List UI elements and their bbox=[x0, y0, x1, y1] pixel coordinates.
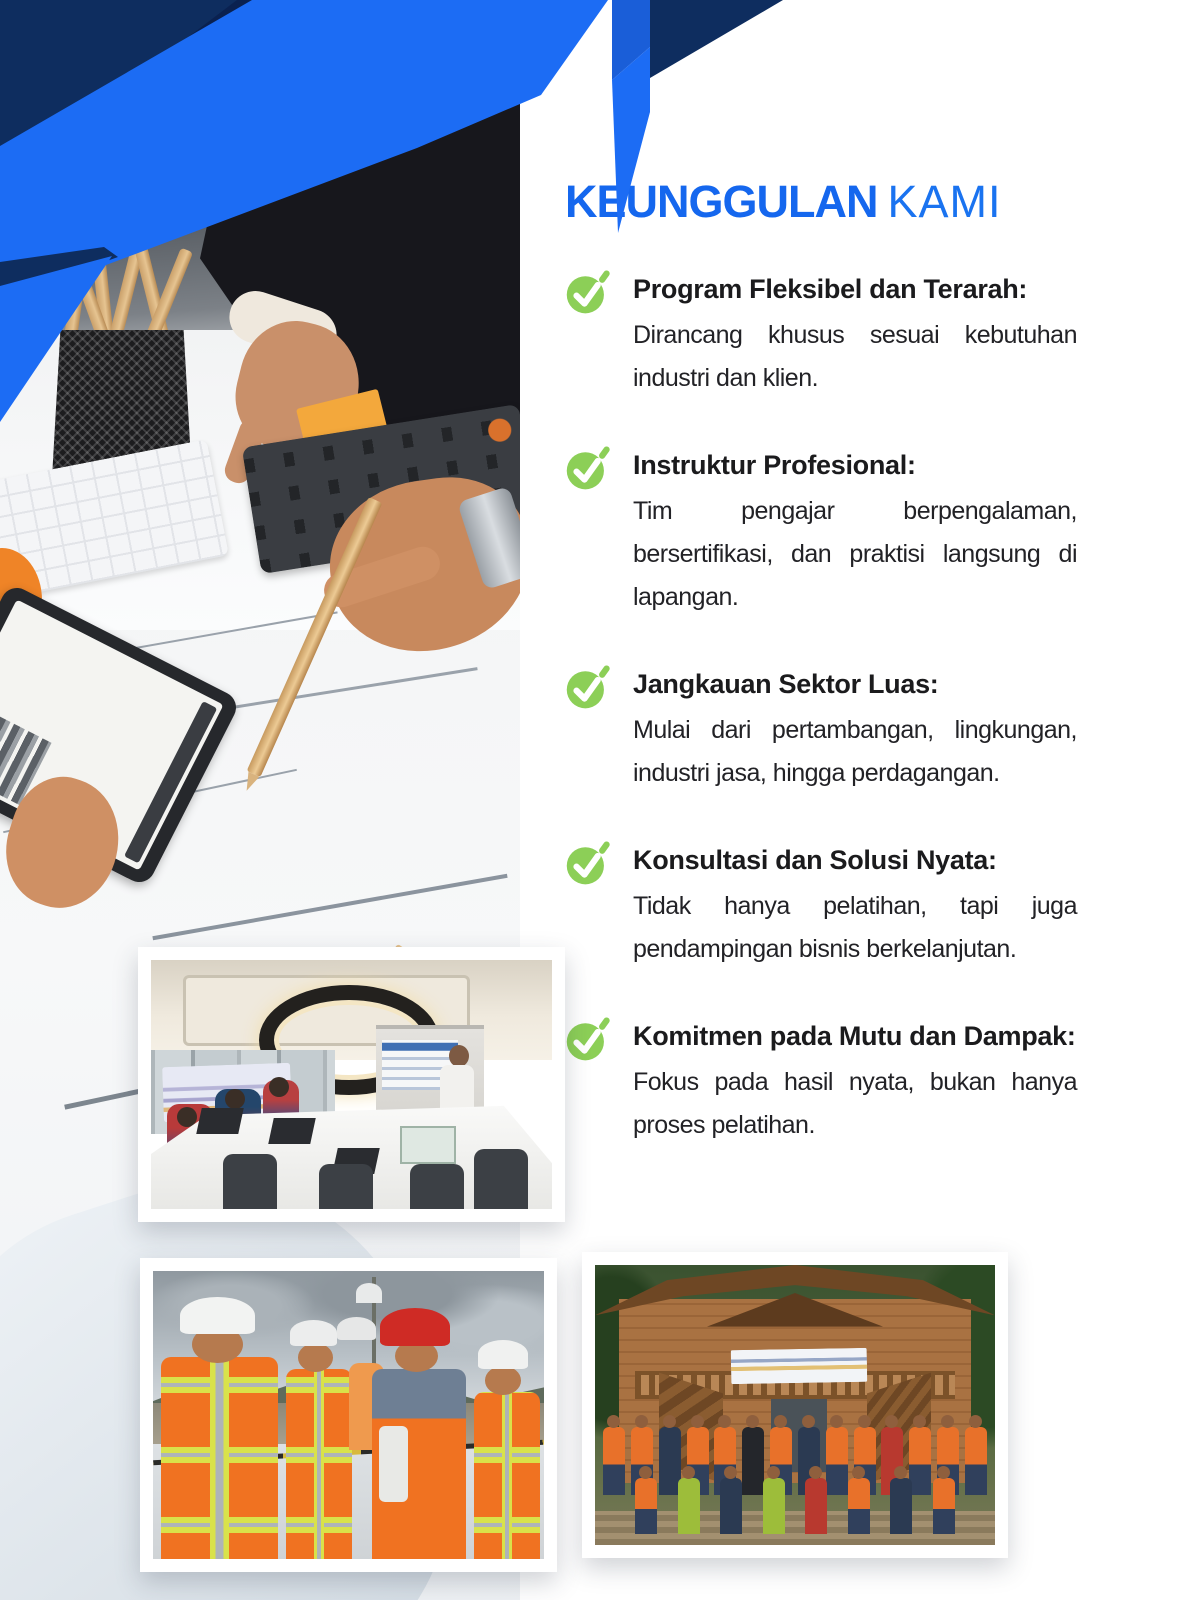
site-visit-illustration bbox=[153, 1271, 544, 1559]
navy-top-triangle bbox=[650, 0, 783, 78]
presenter-illustration bbox=[449, 1045, 469, 1067]
participant-illustration bbox=[678, 1478, 700, 1534]
advantage-title: Komitmen pada Mutu dan Dampak: bbox=[633, 1021, 1076, 1051]
advantage-title: Program Fleksibel dan Terarah: bbox=[633, 274, 1028, 304]
check-icon bbox=[565, 665, 611, 711]
check-icon bbox=[565, 1017, 611, 1063]
antenna-dish-illustration bbox=[356, 1283, 382, 1303]
advantage-text bbox=[633, 448, 1077, 619]
check-icon bbox=[565, 446, 611, 492]
advantage-title: Instruktur Profesional: bbox=[633, 450, 916, 480]
event-banner-illustration bbox=[731, 1348, 868, 1384]
advantage-body: Dirancang khusus sesuai kebutuhan industri dan klien. bbox=[633, 321, 1077, 392]
worker-illustration bbox=[286, 1369, 352, 1559]
blueprint-line bbox=[152, 874, 507, 940]
advantage-title: Konsultasi dan Solusi Nyata: bbox=[633, 845, 997, 875]
front-row-participants bbox=[635, 1478, 955, 1534]
white-hard-hat-icon bbox=[180, 1297, 254, 1334]
participant-illustration bbox=[763, 1478, 785, 1534]
chair-illustration bbox=[474, 1149, 528, 1209]
advantage-title: Jangkauan Sektor Luas: bbox=[633, 669, 939, 699]
advantage-item bbox=[565, 843, 1077, 971]
site-visit-photo bbox=[140, 1258, 557, 1572]
worker-illustration bbox=[161, 1357, 278, 1559]
group-photo bbox=[582, 1252, 1008, 1558]
laptop-illustration bbox=[196, 1108, 244, 1134]
advantage-body: Mulai dari pertambangan, lingkungan, industri jasa, hingga perdagangan. bbox=[633, 716, 1077, 787]
participant-illustration bbox=[890, 1478, 912, 1534]
participant-illustration bbox=[933, 1478, 955, 1534]
chair-illustration bbox=[410, 1164, 464, 1209]
advantage-item bbox=[565, 1019, 1077, 1147]
top-decoration bbox=[0, 0, 1197, 430]
participant-illustration bbox=[848, 1478, 870, 1534]
red-hard-hat-icon bbox=[380, 1308, 450, 1345]
advantage-text bbox=[633, 843, 1077, 971]
worker-illustration bbox=[474, 1392, 540, 1559]
participant-illustration bbox=[805, 1478, 827, 1534]
advantage-item bbox=[565, 667, 1077, 795]
worker-head-illustration bbox=[485, 1366, 520, 1395]
page-title-primary: KEUNGGULAN bbox=[565, 176, 878, 227]
group-photo-illustration bbox=[595, 1265, 995, 1545]
box-illustration bbox=[400, 1126, 456, 1164]
advantage-text bbox=[633, 1019, 1077, 1147]
advantage-body: Tim pengajar berpengalaman, bersertifikasi, dan praktisi langsung di lapangan. bbox=[633, 497, 1077, 611]
training-session-photo bbox=[138, 947, 565, 1222]
participant-illustration bbox=[635, 1478, 657, 1534]
white-hard-hat-icon bbox=[478, 1340, 529, 1369]
participant-illustration bbox=[603, 1427, 625, 1494]
advantage-body: Fokus pada hasil nyata, bukan hanya proses pelatihan. bbox=[633, 1068, 1077, 1139]
chair-illustration bbox=[319, 1164, 373, 1209]
laptop-illustration bbox=[269, 1118, 317, 1144]
advantage-body: Tidak hanya pelatihan, tapi juga pendampingan bisnis berkelanjutan. bbox=[633, 892, 1077, 963]
participant-illustration bbox=[720, 1478, 742, 1534]
worker-head-illustration bbox=[298, 1343, 333, 1372]
participant-illustration bbox=[177, 1107, 197, 1127]
white-hard-hat-icon bbox=[290, 1320, 337, 1346]
training-session-illustration bbox=[151, 960, 552, 1209]
participant-illustration bbox=[965, 1427, 987, 1494]
chair-illustration bbox=[223, 1154, 277, 1209]
page-title-secondary: KAMI bbox=[887, 176, 1002, 227]
check-icon bbox=[565, 841, 611, 887]
white-hard-hat-icon bbox=[337, 1317, 376, 1340]
advantage-item bbox=[565, 448, 1077, 619]
advantage-text bbox=[633, 667, 1077, 795]
tablet-toolbar-illustration bbox=[124, 701, 217, 863]
worker-illustration bbox=[372, 1369, 466, 1559]
